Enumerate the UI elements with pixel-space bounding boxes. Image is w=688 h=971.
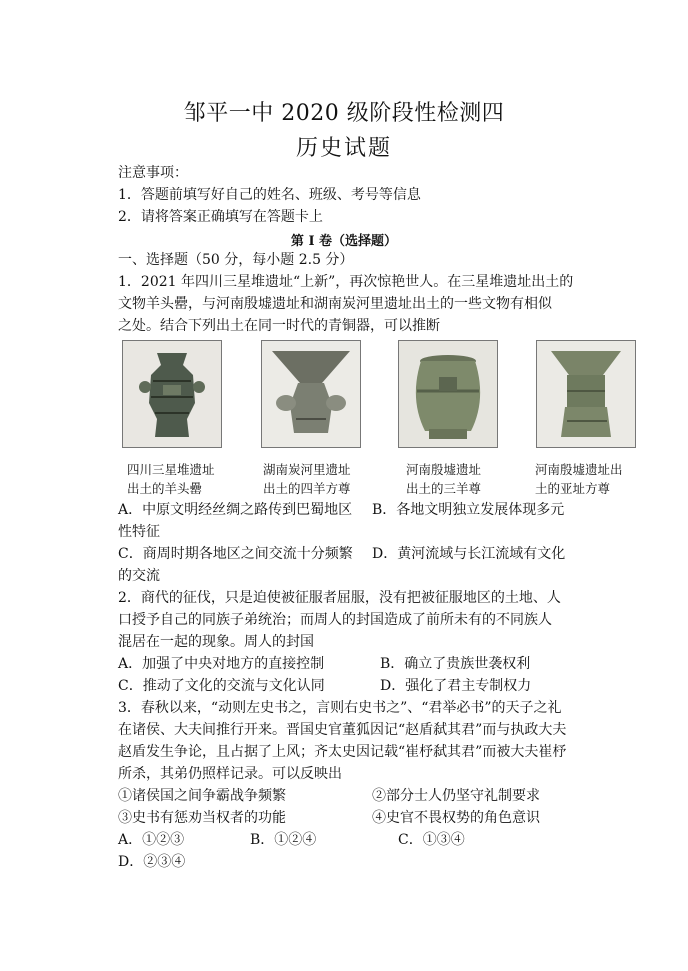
q2-stem-line-1: 2．商代的征伐，只是迫使被征服者屈服，没有把被征服地区的土地、人 [118, 590, 561, 606]
q1-stem-line-2: 文物羊头罍，与河南殷墟遗址和湖南炭河里遗址出土的一些文物有相似 [118, 296, 552, 312]
q1-option-c: C．商周时期各地区之间交流十分频繁 [118, 546, 353, 562]
q3-statement-1: ①诸侯国之间争霸战争频繁 [118, 788, 286, 804]
yazhi-fangzun-image [537, 341, 635, 447]
caption-four-ram-zun: 湖南炭河里遗址 出土的四羊方尊 [263, 462, 351, 496]
section-heading: 一、选择题（50 分，每小题 2.5 分） [118, 252, 354, 268]
bronze-photo-four-ram-zun [261, 340, 361, 448]
q3-statement-4: ④史官不畏权势的角色意识 [372, 810, 540, 826]
q2-option-d: D．强化了君主专制权力 [380, 678, 532, 694]
four-ram-zun-image [262, 341, 360, 447]
exam-title: 邹平一中 2020 级阶段性检测四 [183, 101, 505, 126]
q3-option-a: A．①②③ [118, 832, 185, 848]
bronze-photo-yazhi-fangzun [536, 340, 636, 448]
caption-yazhi-fangzun: 河南殷墟遗址出 土的亚址方尊 [535, 462, 623, 496]
ram-lei-image [123, 341, 221, 447]
q1-option-d-continued: 的交流 [118, 568, 160, 584]
bronze-photo-three-ram-zun [398, 340, 498, 448]
notes-heading: 注意事项： [118, 165, 188, 181]
q3-statement-3: ③史书有惩劝当权者的功能 [118, 810, 286, 826]
caption-ram-lei: 四川三星堆遗址 出土的羊头罍 [127, 462, 215, 496]
caption-three-ram-zun: 河南殷墟遗址 出土的三羊尊 [406, 462, 482, 496]
three-ram-zun-image [399, 341, 497, 447]
note-item-2: 2．请将答案正确填写在答题卡上 [118, 209, 323, 225]
q2-stem-line-2: 口授予自己的同族子弟统治；而周人的封国造成了前所未有的不同族人 [118, 612, 552, 628]
q1-option-b-continued: 性特征 [118, 524, 160, 540]
q3-stem-line-2: 在诸侯、大夫间推行开来。晋国史官董狐因记“赵盾弑其君”而与执政大夫 [118, 722, 567, 738]
q3-option-b: B．①②④ [250, 832, 317, 848]
q3-statement-2: ②部分士人仍坚守礼制要求 [372, 788, 540, 804]
q1-option-b: B．各地文明独立发展体现多元 [372, 502, 565, 518]
note-item-1: 1．答题前填写好自己的姓名、班级、考号等信息 [118, 187, 421, 203]
q1-stem-line-1: 1．2021 年四川三星堆遗址“上新”，再次惊艳世人。在三星堆遗址出土的 [118, 274, 574, 290]
q2-option-c: C．推动了文化的交流与文化认同 [118, 678, 325, 694]
q3-stem-line-3: 赵盾发生争论，且占据了上风；齐太史因记载“崔杼弑其君”而被大夫崔杼 [118, 744, 567, 760]
q2-option-b: B．确立了贵族世袭权利 [380, 656, 531, 672]
q3-option-d: D．②③④ [118, 854, 186, 870]
q3-option-c: C．①③④ [398, 832, 465, 848]
q3-stem-line-1: 3．春秋以来，“动则左史书之，言则右史书之”、“君举必书”的天子之礼 [118, 700, 562, 716]
q1-option-a: A．中原文明经丝绸之路传到巴蜀地区 [118, 502, 353, 518]
q2-stem-line-3: 混居在一起的现象。周人的封国 [118, 634, 314, 650]
exam-subject: 历史试题 [295, 136, 392, 161]
volume-heading: 第 I 卷（选择题） [290, 234, 398, 249]
q2-option-a: A．加强了中央对地方的直接控制 [118, 656, 325, 672]
q1-stem-line-3: 之处。结合下列出土在同一时代的青铜器，可以推断 [118, 318, 440, 334]
q3-stem-line-4: 所杀，其弟仍照样记录。可以反映出 [118, 766, 342, 782]
q1-option-d: D．黄河流域与长江流域有文化 [372, 546, 566, 562]
bronze-photo-ram-lei [122, 340, 222, 448]
